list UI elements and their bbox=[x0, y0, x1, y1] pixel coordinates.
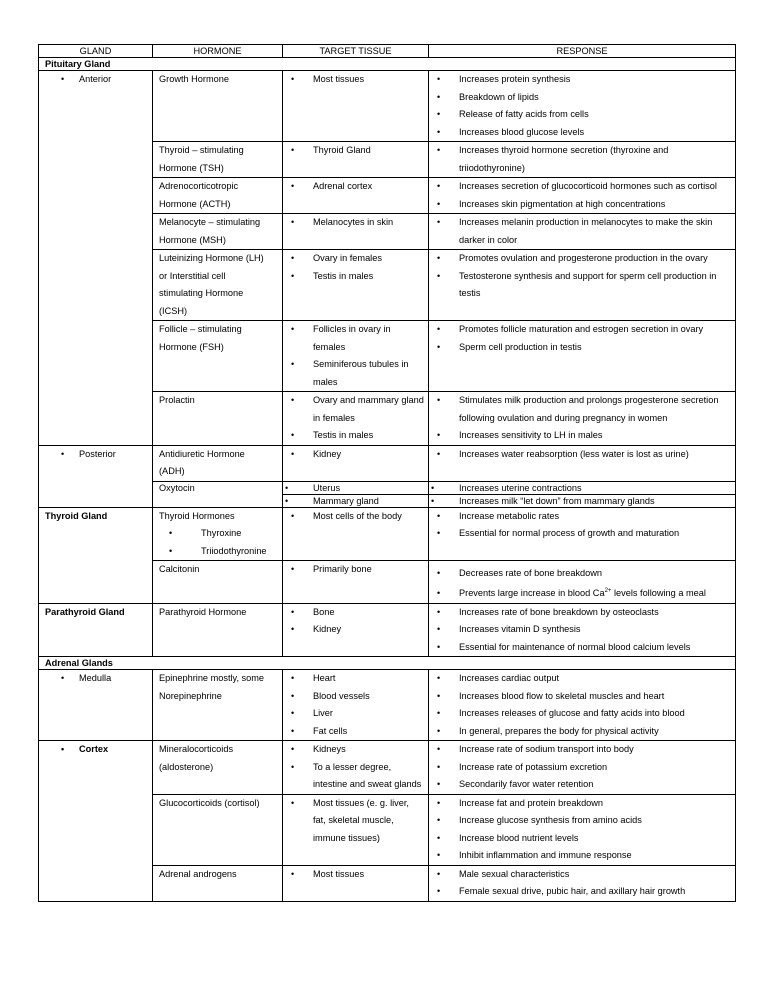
response-cell: • Increases secretion of glucocorticoid hormones such as cortisol • Increases skin pigmentation at high concentrations bbox=[429, 178, 736, 214]
target-cell: • Uterus • Mammary gland bbox=[283, 481, 429, 507]
table-row bbox=[39, 445, 736, 481]
header-target-tissue: TARGET TISSUE bbox=[283, 45, 429, 58]
response-cell: • Promotes follicle maturation and estrogen secretion in ovary • Sperm cell production in testis bbox=[429, 321, 736, 392]
hormone-cell: Glucocorticoids (cortisol) bbox=[153, 794, 283, 865]
hormone-cell: Melanocyte – stimulating Hormone (MSH) bbox=[153, 214, 283, 250]
hormone-cell: Follicle – stimulating Hormone (FSH) bbox=[153, 321, 283, 392]
target-cell: • Primarily bone bbox=[283, 561, 429, 604]
gland-thyroid: Thyroid Gland bbox=[39, 507, 153, 603]
section-pituitary: Pituitary Gland bbox=[39, 58, 736, 71]
hormone-cell: Prolactin bbox=[153, 392, 283, 446]
target-cell: • Most tissues bbox=[283, 865, 429, 901]
table-row bbox=[39, 670, 736, 741]
target-cell: • Kidneys • To a lesser degree, intestine and sweat glands bbox=[283, 741, 429, 795]
document-page bbox=[38, 44, 735, 902]
gland-posterior: • Posterior bbox=[45, 446, 148, 464]
response-cell: • Decreases rate of bone breakdown • Prevents large increase in blood $Ca^{2+}$ levels following a meal bbox=[429, 561, 736, 604]
response-cell: • Stimulates milk production and prolongs progesterone secretion following ovulation and during pregnancy in women • Increases sensitivity to LH in males bbox=[429, 392, 736, 446]
response-cell: • Promotes ovulation and progesterone production in the ovary • Testosterone synthesis and support for sperm cell production in testis bbox=[429, 250, 736, 321]
target-cell: • Most tissues bbox=[283, 71, 429, 142]
target-cell: • Ovary and mammary gland in females • Testis in males bbox=[283, 392, 429, 446]
target-cell: • Follicles in ovary in females • Seminiferous tubules in males bbox=[283, 321, 429, 392]
hormone-cell: Luteinizing Hormone (LH) or Interstitial cell stimulating Hormone (ICSH) bbox=[153, 250, 283, 321]
response-cell: • Increases thyroid hormone secretion (thyroxine and triiodothyronine) bbox=[429, 142, 736, 178]
gland-cell bbox=[39, 741, 153, 902]
response-cell: • Increase rate of sodium transport into body • Increase rate of potassium excretion • Secondarily favor water retention bbox=[429, 741, 736, 795]
response-cell: • Increases uterine contractions • Increases milk “let down” from mammary glands bbox=[429, 481, 736, 507]
section-row bbox=[39, 58, 736, 71]
hormone-table bbox=[38, 44, 736, 902]
response-cell: • Increases water reabsorption (less water is lost as urine) bbox=[429, 445, 736, 481]
target-cell: • Melanocytes in skin bbox=[283, 214, 429, 250]
header-response: RESPONSE bbox=[429, 45, 736, 58]
target-cell: • Thyroid Gland bbox=[283, 142, 429, 178]
table-row bbox=[39, 741, 736, 795]
hormone-cell: Epinephrine mostly, some Norepinephrine bbox=[153, 670, 283, 741]
gland-anterior: • Anterior bbox=[45, 71, 148, 89]
response-cell: • Increase fat and protein breakdown • Increase glucose synthesis from amino acids • Increase blood nutrient levels • Inhibit inflammation and immune response bbox=[429, 794, 736, 865]
hormone-cell: Adrenal androgens bbox=[153, 865, 283, 901]
response-cell: • Male sexual characteristics • Female sexual drive, pubic hair, and axillary hair growth bbox=[429, 865, 736, 901]
gland-cell bbox=[39, 670, 153, 741]
target-cell: • Most cells of the body bbox=[283, 507, 429, 561]
table-row bbox=[39, 71, 736, 142]
response-cell: • Increases rate of bone breakdown by osteoclasts • Increases vitamin D synthesis • Essential for maintenance of normal blood calcium levels bbox=[429, 603, 736, 657]
target-cell: • Bone • Kidney bbox=[283, 603, 429, 657]
section-row bbox=[39, 657, 736, 670]
gland-medulla: • Medulla bbox=[45, 670, 148, 688]
hormone-cell: Oxytocin bbox=[153, 481, 283, 507]
response-cell: • Increases melanin production in melanocytes to make the skin darker in color bbox=[429, 214, 736, 250]
gland-parathyroid: Parathyroid Gland bbox=[39, 603, 153, 657]
header-row bbox=[39, 45, 736, 58]
hormone-cell: Thyroid Hormones • Thyroxine • Triiodothyronine bbox=[153, 507, 283, 561]
hormone-cell: Adrenocorticotropic Hormone (ACTH) bbox=[153, 178, 283, 214]
target-cell: • Kidney bbox=[283, 445, 429, 481]
target-cell: • Ovary in females • Testis in males bbox=[283, 250, 429, 321]
hormone-cell: Calcitonin bbox=[153, 561, 283, 604]
response-cell: • Increases protein synthesis • Breakdown of lipids • Release of fatty acids from cells • Increases blood glucose levels bbox=[429, 71, 736, 142]
header-hormone: HORMONE bbox=[153, 45, 283, 58]
section-adrenal: Adrenal Glands bbox=[39, 657, 736, 670]
hormone-cell: Mineralocorticoids (aldosterone) bbox=[153, 741, 283, 795]
response-cell: • Increases cardiac output • Increases blood flow to skeletal muscles and heart • Increases releases of glucose and fatty acids into blood • In general, prepares the body for physical activity bbox=[429, 670, 736, 741]
target-cell: • Most tissues (e. g. liver, fat, skeletal muscle, immune tissues) bbox=[283, 794, 429, 865]
target-cell: • Heart • Blood vessels • Liver • Fat cells bbox=[283, 670, 429, 741]
hormone-cell: Growth Hormone bbox=[153, 71, 283, 142]
header-gland: GLAND bbox=[39, 45, 153, 58]
table-row bbox=[39, 507, 736, 561]
hormone-cell: Antidiuretic Hormone (ADH) bbox=[153, 445, 283, 481]
gland-cell bbox=[39, 445, 153, 507]
response-cell: • Increase metabolic rates • Essential for normal process of growth and maturation bbox=[429, 507, 736, 561]
hormone-cell: Thyroid – stimulating Hormone (TSH) bbox=[153, 142, 283, 178]
gland-cortex: • Cortex bbox=[45, 741, 148, 759]
gland-cell bbox=[39, 71, 153, 446]
hormone-cell: Parathyroid Hormone bbox=[153, 603, 283, 657]
table-row bbox=[39, 603, 736, 657]
target-cell: • Adrenal cortex bbox=[283, 178, 429, 214]
